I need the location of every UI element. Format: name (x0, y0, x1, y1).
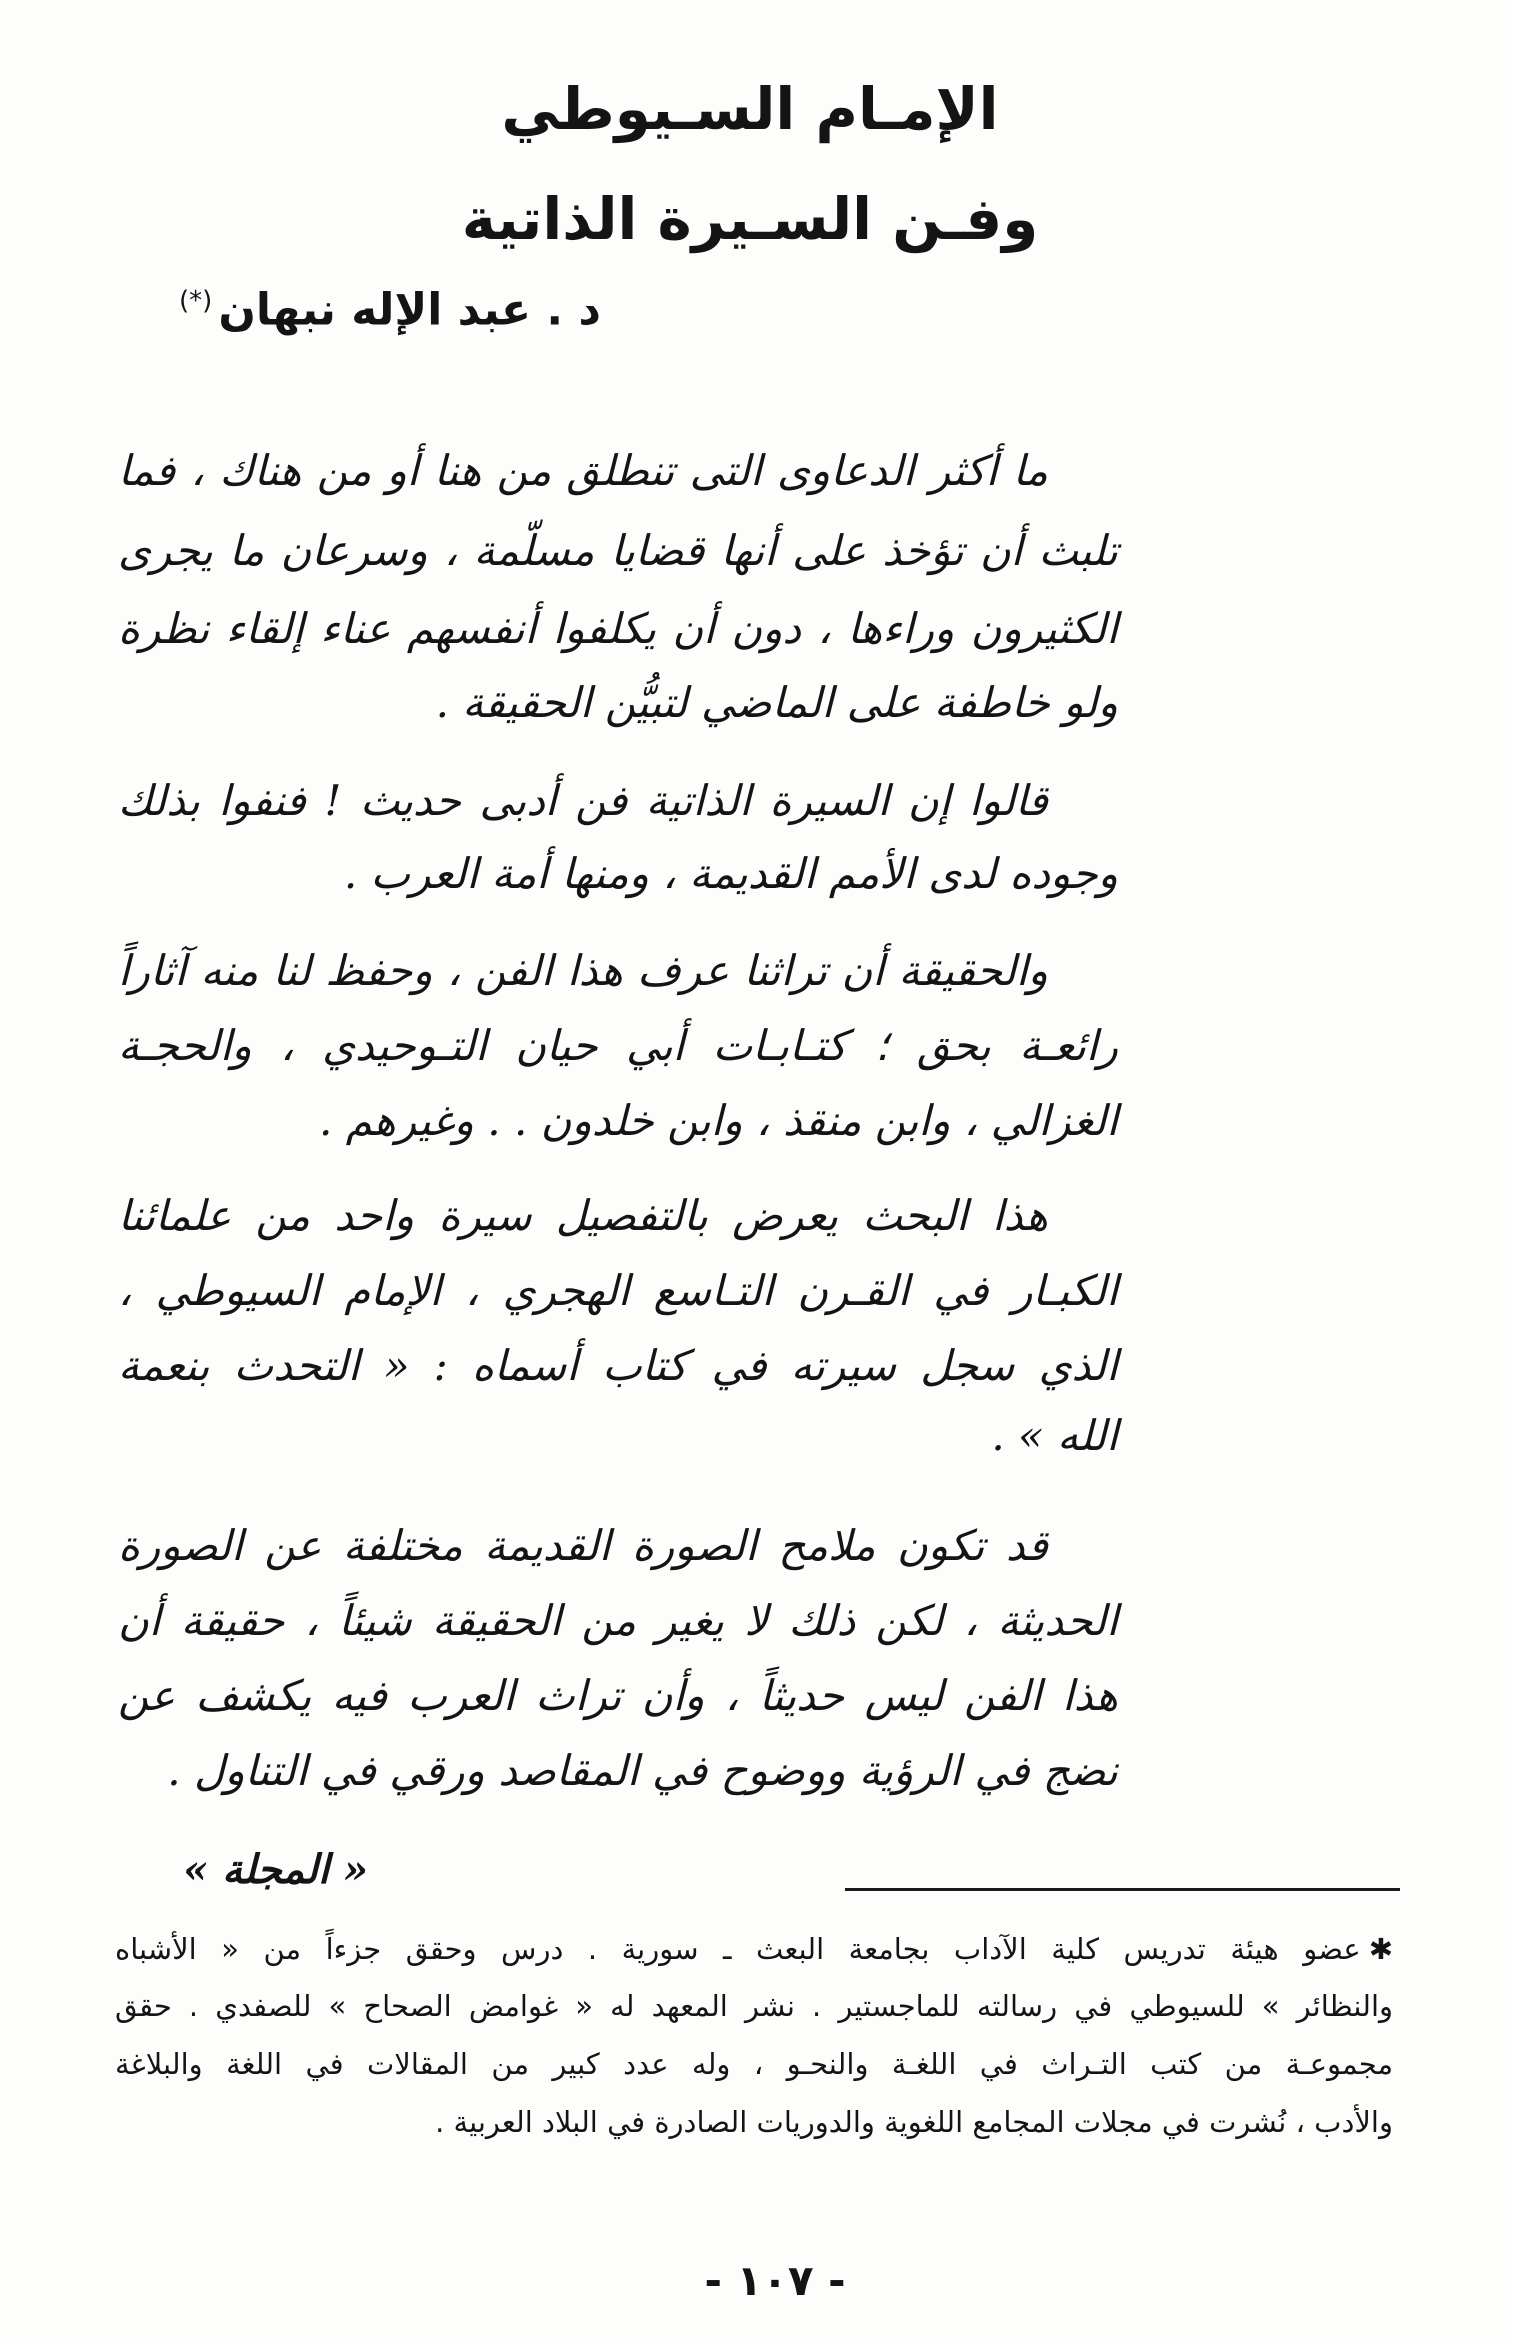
paragraph-3-line-1: والحقيقة أن تراثنا عرف هذا الفن ، وحفظ لنا منه آثاراً (118, 946, 1048, 995)
paragraph-1-line-4: ولو خاطفة على الماضي لتبيُّن الحقيقة . (435, 678, 1118, 727)
page-number: - ١٠٧ - (704, 2256, 846, 2305)
paragraph-2-line-1: قالوا إن السيرة الذاتية فن أدبى حديث ! فنفوا بذلك (118, 776, 1048, 825)
footnote-line-1 (115, 1932, 1393, 1966)
paragraph-1-line-1: ما أكثر الدعاوى التى تنطلق من هنا أو من هناك ، فما (118, 446, 1048, 495)
footnote-line-1-text: عضو هيئة تدريس كلية الآداب بجامعة البعث ـ سورية . درس وحقق جزءاً من « الأشباه (115, 1932, 1361, 1966)
paragraph-5-line-1: قد تكون ملامح الصورة القديمة مختلفة عن الصورة (118, 1521, 1048, 1570)
paragraph-5-line-3: هذا الفن ليس حديثاً ، وأن تراث العرب فيه يكشف عن (118, 1671, 1118, 1720)
footnote-line-2: والنظائر » للسيوطي في رسالته للماجستير . نشر المعهد له « غوامض الصحاح » للصفدي . حقق (115, 1989, 1393, 2023)
paragraph-4-line-2: الكبـار في القـرن التـاسع الهجري ، الإمام السيوطي ، (118, 1266, 1118, 1315)
footnote-divider (845, 1888, 1400, 1891)
author-name: د . عبد الإله نبهان (218, 284, 601, 336)
paragraph-5-line-4: نضج في الرؤية ووضوح في المقاصد ورقي في التناول . (167, 1746, 1118, 1795)
author-byline (179, 284, 601, 336)
paragraph-2-line-2: وجوده لدى الأمم القديمة ، ومنها أمة العرب . (343, 849, 1118, 898)
paragraph-1-line-3: الكثيرون وراءها ، دون أن يكلفوا أنفسهم عناء إلقاء نظرة (118, 604, 1118, 653)
paragraph-4-line-4: الله » . (991, 1411, 1118, 1460)
paragraph-4-line-1: هذا البحث يعرض بالتفصيل سيرة واحد من علمائنا (118, 1191, 1048, 1240)
author-footnote-mark: (*) (179, 286, 213, 316)
footnote-line-3: مجموعـة من كتب التـراث في اللغـة والنحـو ، وله عدد كبير من المقالات في اللغة والبلاغة (115, 2047, 1393, 2081)
footnote-line-4: والأدب ، نُشرت في مجلات المجامع اللغوية والدوريات الصادرة في البلاد العربية . (435, 2105, 1393, 2139)
paragraph-4-line-3: الذي سجل سيرته في كتاب أسماه : « التحدث بنعمة (118, 1341, 1118, 1390)
paragraph-5-line-2: الحديثة ، لكن ذلك لا يغير من الحقيقة شيئاً ، حقيقة أن (118, 1596, 1118, 1645)
title-line-2: وفـن السـيرة الذاتية (461, 185, 1039, 253)
paragraph-1-line-2: تلبث أن تؤخذ على أنها قضايا مسلّمة ، وسرعان ما يجرى (118, 526, 1119, 575)
signature: « المجلة » (183, 1846, 368, 1893)
paragraph-3-line-2: رائعـة بحق ؛ كتـابـات أبي حيان التـوحيدي ، والحجـة (118, 1021, 1118, 1070)
footnote-star-icon: ✱ (1368, 1932, 1393, 1966)
paragraph-3-line-3: الغزالي ، وابن منقذ ، وابن خلدون . . وغيرهم . (319, 1096, 1118, 1145)
title-line-1: الإمـام السـيوطي (501, 75, 999, 143)
